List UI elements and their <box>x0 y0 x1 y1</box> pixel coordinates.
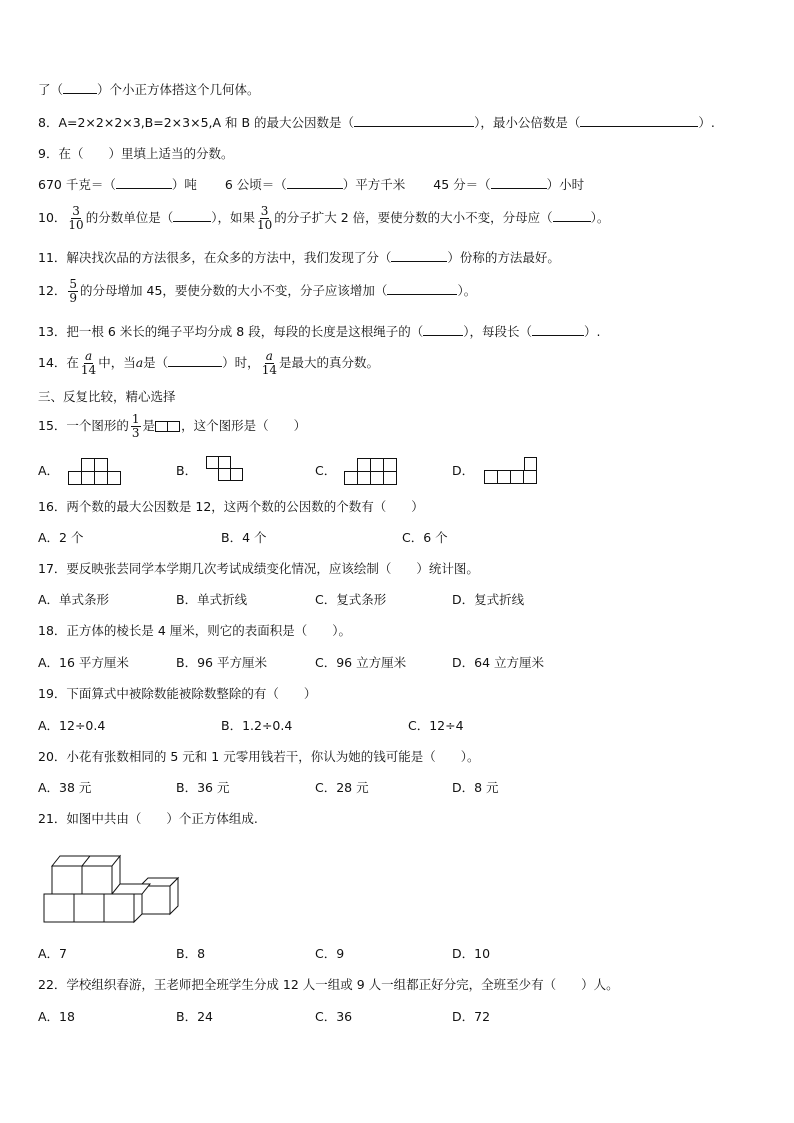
question-12: 12． $\frac{5}{9}$ 的分母增加 45，要使分数的大小不变，分子应该增加（ ）。 <box>38 277 477 305</box>
option-c[interactable]: C． <box>315 463 337 478</box>
fraction: $\frac{a}{14}$ <box>261 349 277 377</box>
option-d[interactable]: D．复式折线 <box>452 592 525 607</box>
answer-blank[interactable] <box>580 114 698 127</box>
option-b[interactable]: B．1.2÷0.4 <box>221 718 293 733</box>
question-13: 13．把一根 6 米长的绳子平均分成 8 段，每段的长度是这根绳子的（ ），每段长（ ）. <box>38 324 601 339</box>
question-11: 11．解决找次品的方法很多，在众多的方法中，我们发现了分（ ）份称的方法最好。 <box>38 250 560 265</box>
option-a[interactable]: A． <box>38 463 60 478</box>
question-20: 20．小花有张数相同的 5 元和 1 元零用钱若干，你认为她的钱可能是（ ）。 <box>38 749 480 764</box>
question-17: 17．要反映张芸同学本学期几次考试成绩变化情况，应该绘制（ ）统计图。 <box>38 561 479 576</box>
answer-blank[interactable] <box>387 282 457 295</box>
question-18: 18．正方体的棱长是 4 厘米，则它的表面积是（ ）。 <box>38 623 352 638</box>
answer-blank[interactable] <box>354 114 474 127</box>
question-19: 19．下面算式中被除数能被除数整除的有（ ） <box>38 686 317 701</box>
fraction: $\frac{a}{14}$ <box>80 349 97 377</box>
option-c[interactable]: C．复式条形 <box>315 592 387 607</box>
option-d[interactable]: D．72 <box>452 1009 491 1024</box>
option-a[interactable]: A．18 <box>38 1009 75 1024</box>
answer-blank[interactable] <box>287 176 343 189</box>
option-a[interactable]: A．7 <box>38 946 68 961</box>
option-c[interactable]: C．28 元 <box>315 780 369 795</box>
option-d[interactable]: D．8 元 <box>452 780 499 795</box>
section-title: 三、反复比较，精心选择 <box>38 389 176 404</box>
q7-continuation: 了（ ）个小正方体搭这个几何体。 <box>38 82 260 97</box>
answer-blank[interactable] <box>553 209 591 222</box>
option-b-figure <box>206 455 258 485</box>
option-a[interactable]: A．单式条形 <box>38 592 110 607</box>
option-a[interactable]: A．2 个 <box>38 530 84 545</box>
option-b[interactable]: B．4 个 <box>221 530 267 545</box>
option-b[interactable]: B．36 元 <box>176 780 230 795</box>
answer-blank[interactable] <box>116 176 172 189</box>
option-c[interactable]: C．96 立方厘米 <box>315 655 407 670</box>
option-b[interactable]: B．8 <box>176 946 206 961</box>
option-d[interactable]: D．64 立方厘米 <box>452 655 545 670</box>
fraction: $\frac{5}{9}$ <box>69 277 78 305</box>
option-a[interactable]: A．12÷0.4 <box>38 718 106 733</box>
answer-blank[interactable] <box>63 81 97 94</box>
question-22: 22．学校组织春游，王老师把全班学生分成 12 人一组或 9 人一组都正好分完，全班至少有（ ）人。 <box>38 977 619 992</box>
option-a[interactable]: A．16 平方厘米 <box>38 655 129 670</box>
option-c[interactable]: C．36 <box>315 1009 353 1024</box>
cube-stack-figure <box>42 850 182 926</box>
option-d-figure <box>484 456 540 486</box>
fraction: $\frac{3}{10}$ <box>68 204 84 232</box>
question-9-items: 670 千克＝（ ）吨 6 公顷＝（ ）平方千米 45 分＝（ ）小时 <box>38 177 585 192</box>
question-15: 15．一个图形的 $\frac{1}{3}$ 是 ，这个图形是（ ） <box>38 412 307 440</box>
option-a-figure <box>68 457 124 485</box>
option-b[interactable]: B．24 <box>176 1009 213 1024</box>
question-16: 16．两个数的最大公因数是 12，这两个数的公因数的个数有（ ） <box>38 499 424 514</box>
answer-blank[interactable] <box>423 323 463 336</box>
two-squares-figure <box>155 421 181 432</box>
question-10: 10． $\frac{3}{10}$ 的分数单位是（ ），如果 $\frac{3}{10}$ 的分子扩大 2 倍，要使分数的大小不变，分母应（ ）。 <box>38 204 610 232</box>
option-a[interactable]: A．38 元 <box>38 780 92 795</box>
option-c[interactable]: C．12÷4 <box>408 718 464 733</box>
option-b[interactable]: B．单式折线 <box>176 592 248 607</box>
answer-blank[interactable] <box>532 323 584 336</box>
option-c[interactable]: C．6 个 <box>402 530 448 545</box>
answer-blank[interactable] <box>391 249 447 262</box>
option-c[interactable]: C．9 <box>315 946 345 961</box>
option-d[interactable]: D．10 <box>452 946 491 961</box>
answer-blank[interactable] <box>168 354 222 367</box>
option-b[interactable]: B．96 平方厘米 <box>176 655 267 670</box>
option-c-figure <box>344 457 402 485</box>
answer-blank[interactable] <box>173 209 211 222</box>
question-14: 14．在 $\frac{a}{14}$ 中，当a是（ ）时， $\frac{a}{14}$ 是最大的真分数。 <box>38 349 379 377</box>
option-b[interactable]: B． <box>176 463 198 478</box>
question-8: 8．A=2×2×2×3,B=2×3×5,A 和 B 的最大公因数是（ ），最小公倍数是（ ）. <box>38 115 715 130</box>
question-21: 21．如图中共由（ ）个正方体组成. <box>38 811 258 826</box>
fraction: $\frac{3}{10}$ <box>256 204 273 232</box>
fraction: $\frac{1}{3}$ <box>131 412 140 440</box>
question-9: 9．在（ ）里填上适当的分数。 <box>38 146 234 161</box>
option-d[interactable]: D． <box>452 463 475 478</box>
answer-blank[interactable] <box>491 176 547 189</box>
